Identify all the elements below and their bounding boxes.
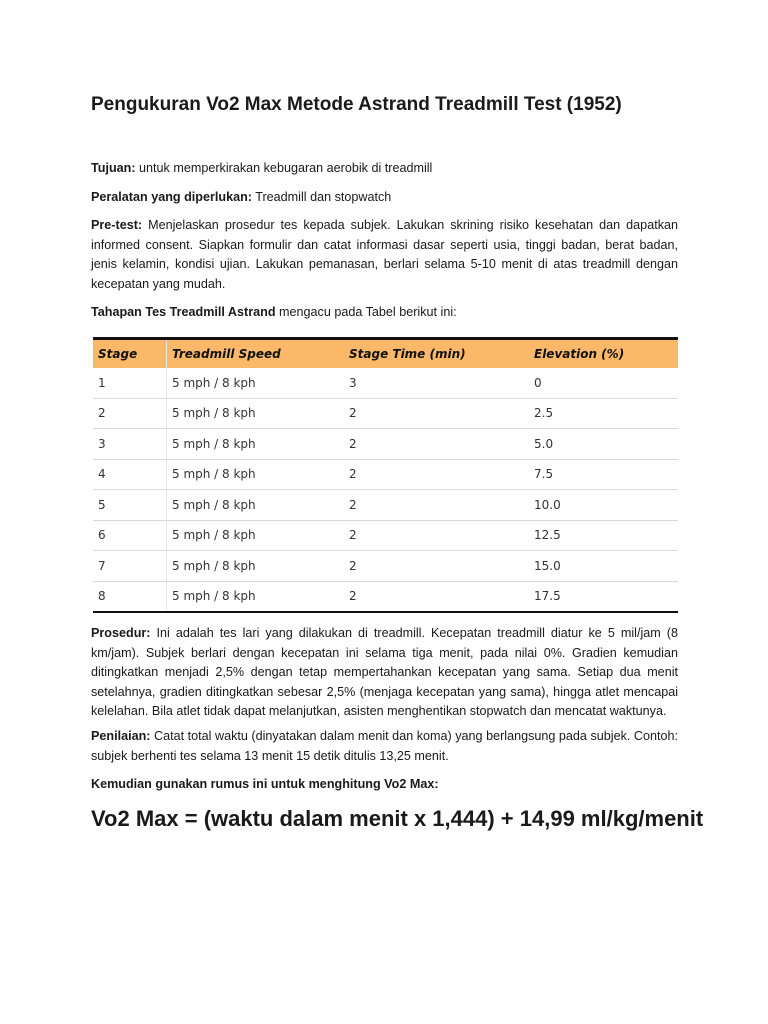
cell-stage: 2 bbox=[93, 398, 167, 429]
cell-elevation: 2.5 bbox=[529, 398, 678, 429]
cell-stage: 3 bbox=[93, 429, 167, 460]
tujuan-text: untuk memperkirakan kebugaran aerobik di treadmill bbox=[135, 161, 433, 175]
table-row bbox=[93, 459, 678, 490]
table-row bbox=[93, 429, 678, 460]
header-stage-time: Stage Time (min) bbox=[344, 339, 529, 369]
cell-speed: 5 mph / 8 kph bbox=[167, 429, 345, 460]
cell-speed: 5 mph / 8 kph bbox=[167, 490, 345, 521]
pretest-paragraph bbox=[91, 216, 678, 294]
penilaian-paragraph bbox=[91, 727, 678, 766]
peralatan-label: Peralatan yang diperlukan: bbox=[91, 190, 252, 204]
table-header-row bbox=[93, 339, 678, 369]
cell-stage: 6 bbox=[93, 520, 167, 551]
cell-elevation: 0 bbox=[534, 375, 542, 390]
pretest-label: Pre-test: bbox=[91, 218, 143, 232]
prosedur-paragraph bbox=[91, 624, 678, 722]
formula-intro bbox=[91, 775, 678, 795]
table-row bbox=[93, 520, 678, 551]
cell-stage: 8 bbox=[93, 581, 167, 612]
cell-elevation: 7.5 bbox=[529, 459, 678, 490]
cell-time: 2 bbox=[344, 429, 529, 460]
document-title: Pengukuran Vo2 Max Metode Astrand Treadmill Test (1952) bbox=[91, 94, 622, 115]
cell-stage: 1 bbox=[93, 368, 167, 398]
table-row bbox=[93, 398, 678, 429]
vo2max-formula: Vo2 Max = (waktu dalam menit x 1,444) + 14,99 ml/kg/menit bbox=[91, 806, 704, 831]
cell-elevation: 15.0 bbox=[529, 551, 678, 582]
cell-time: 2 bbox=[344, 398, 529, 429]
tahapan-label: Tahapan Tes Treadmill Astrand bbox=[91, 305, 276, 319]
peralatan-paragraph bbox=[91, 188, 678, 208]
header-treadmill-speed: Treadmill Speed bbox=[167, 339, 345, 369]
tujuan-label: Tujuan: bbox=[91, 161, 136, 175]
tujuan-paragraph bbox=[91, 159, 678, 179]
penilaian-text: Catat total waktu (dinyatakan dalam menit dan koma) yang berlangsung pada subjek. Contoh: subjek berhenti tes selama 13 menit 15 detik ditulis 13,25 menit. bbox=[91, 729, 678, 763]
prosedur-text: Ini adalah tes lari yang dilakukan di treadmill. Kecepatan treadmill diatur ke 5 mil/jam (8 km/jam). Subjek berlari dengan kecepatan ini selama tiga menit, pada nilai 0%. Gradien kemudian ditingkatkan menjadi 2,5% dengan tetap mempertahankan kecepatan yang sama. Setiap dua menit setelahnya, gradien ditingkatkan sebesar 2,5% (menjaga kecepatan yang sama), hingga atlet mencapai kelelahan. Bila atlet tidak dapat melanjutkan, asisten menghentikan stopwatch dan mencatat waktunya. bbox=[91, 626, 678, 718]
cell-elevation: 17.5 bbox=[529, 581, 678, 612]
header-elevation: Elevation (%) bbox=[529, 339, 678, 369]
cell-elevation: 12.5 bbox=[529, 520, 678, 551]
table-row bbox=[93, 581, 678, 612]
cell-speed: 5 mph / 8 kph bbox=[172, 375, 256, 390]
cell-time: 2 bbox=[344, 490, 529, 521]
cell-time: 2 bbox=[344, 581, 529, 612]
cell-elevation: 10.0 bbox=[529, 490, 678, 521]
cell-speed: 5 mph / 8 kph bbox=[167, 398, 345, 429]
cell-speed: 5 mph / 8 kph bbox=[167, 459, 345, 490]
cell-speed: 5 mph / 8 kph bbox=[167, 520, 345, 551]
cell-time: 2 bbox=[344, 520, 529, 551]
header-stage: Stage bbox=[93, 339, 167, 369]
tahapan-text: mengacu pada Tabel berikut ini: bbox=[275, 305, 457, 319]
peralatan-text: Treadmill dan stopwatch bbox=[251, 190, 392, 204]
cell-elevation: 5.0 bbox=[529, 429, 678, 460]
table-row bbox=[93, 490, 678, 521]
table-row bbox=[93, 551, 678, 582]
prosedur-label: Prosedur: bbox=[91, 626, 151, 640]
pretest-text: Menjelaskan prosedur tes kepada subjek. Lakukan skrining risiko kesehatan dan dapatkan informed consent. Siapkan formulir dan catat informasi dasar seperti usia, tinggi badan, berat badan, jenis kelamin, kondisi ujian. Lakukan pemanasan, berlari selama 5-10 menit di atas treadmill dengan kecepatan yang mudah. bbox=[91, 218, 678, 291]
cell-stage: 5 bbox=[93, 490, 167, 521]
cell-time: 2 bbox=[344, 459, 529, 490]
table-row bbox=[93, 368, 678, 398]
cell-time: 3 bbox=[349, 375, 357, 390]
penilaian-label: Penilaian: bbox=[91, 729, 151, 743]
formula-intro-text: Kemudian gunakan rumus ini untuk menghitung Vo2 Max: bbox=[91, 777, 439, 791]
stage-table bbox=[93, 337, 678, 613]
cell-speed: 5 mph / 8 kph bbox=[167, 581, 345, 612]
cell-speed: 5 mph / 8 kph bbox=[167, 551, 345, 582]
cell-time: 2 bbox=[344, 551, 529, 582]
cell-stage: 4 bbox=[93, 459, 167, 490]
cell-stage: 7 bbox=[93, 551, 167, 582]
tahapan-paragraph bbox=[91, 303, 678, 323]
